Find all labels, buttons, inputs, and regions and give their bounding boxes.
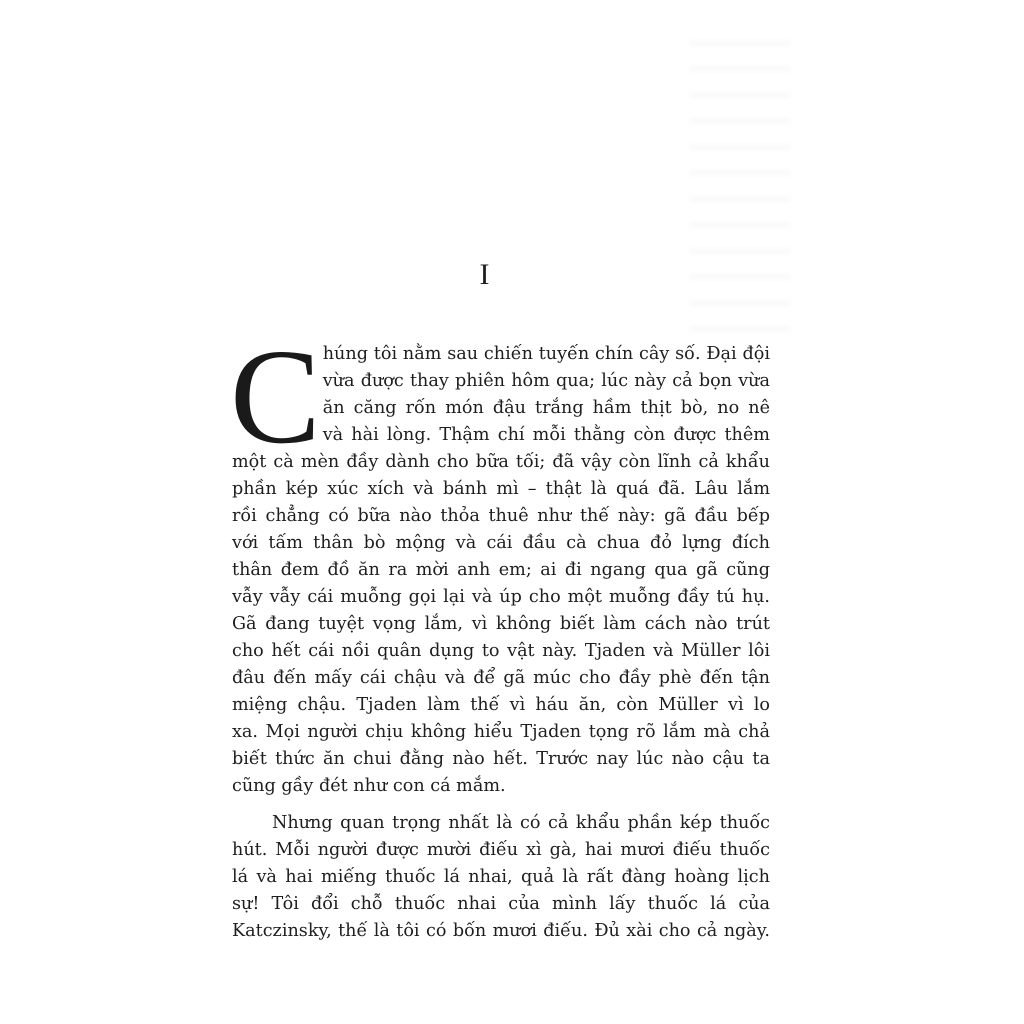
chapter-number: I xyxy=(479,258,491,291)
text-line: cũng gầy đét như con cá mắm. xyxy=(232,776,506,796)
text-line: vừa được thay phiên hôm qua; lúc này cả bọn vừa xyxy=(322,371,770,391)
text-line: một cà mèn đầy dành cho bữa tối; đã vậy còn lĩnh cả khẩu xyxy=(232,452,770,472)
text-line: hút. Mỗi người được mười điếu xì gà, hai mươi điếu thuốc xyxy=(232,840,770,860)
chapter-body xyxy=(230,322,770,945)
text-line: phần kép xúc xích và bánh mì – thật là quá đã. Lâu lắm xyxy=(232,479,770,499)
paragraph-2 xyxy=(232,810,770,945)
text-line: lá và hai miếng thuốc lá nhai, quả là rất đàng hoàng lịch xyxy=(232,867,770,887)
text-line: vẫy vẫy cái muỗng gọi lại và úp cho một muỗng đầy tú hụ. xyxy=(232,587,770,607)
text-line: miệng chậu. Tjaden làm thế vì háu ăn, còn Müller vì lo xyxy=(232,695,770,715)
drop-cap: C xyxy=(230,322,321,472)
text-line: biết thức ăn chui đằng nào hết. Trước nay lúc nào cậu ta xyxy=(232,749,770,769)
text-line: Gã đang tuyệt vọng lắm, vì không biết làm cách nào trút xyxy=(232,614,770,634)
paragraph-1 xyxy=(230,322,770,800)
text-line: húng tôi nằm sau chiến tuyến chín cây số. Đại đội xyxy=(322,344,770,364)
text-line: và hài lòng. Thậm chí mỗi thằng còn được thêm xyxy=(322,425,770,445)
text-line: Nhưng quan trọng nhất là có cả khẩu phần kép thuốc xyxy=(272,813,770,833)
text-line: với tấm thân bò mộng và cái đầu cà chua đỏ lựng đích xyxy=(232,533,770,553)
bleed-through-shadow xyxy=(690,40,790,340)
text-line: thân đem đồ ăn ra mời anh em; ai đi ngang qua gã cũng xyxy=(232,560,770,580)
text-line: xa. Mọi người chịu không hiểu Tjaden tọng rõ lắm mà chả xyxy=(232,722,770,742)
text-line: ăn căng rốn món đậu trắng hầm thịt bò, no nê xyxy=(322,398,770,418)
text-line: sự! Tôi đổi chỗ thuốc nhai của mình lấy thuốc lá của xyxy=(232,894,770,914)
text-line: rồi chẳng có bữa nào thỏa thuê như thế này: gã đầu bếp xyxy=(232,506,770,526)
text-line: Katczinsky, thế là tôi có bốn mươi điếu. Đủ xài cho cả ngày. xyxy=(232,921,770,941)
text-line: đâu đến mấy cái chậu và để gã múc cho đầy phè đến tận xyxy=(232,668,770,688)
text-line: cho hết cái nồi quân dụng to vật này. Tjaden và Müller lôi xyxy=(232,641,770,661)
